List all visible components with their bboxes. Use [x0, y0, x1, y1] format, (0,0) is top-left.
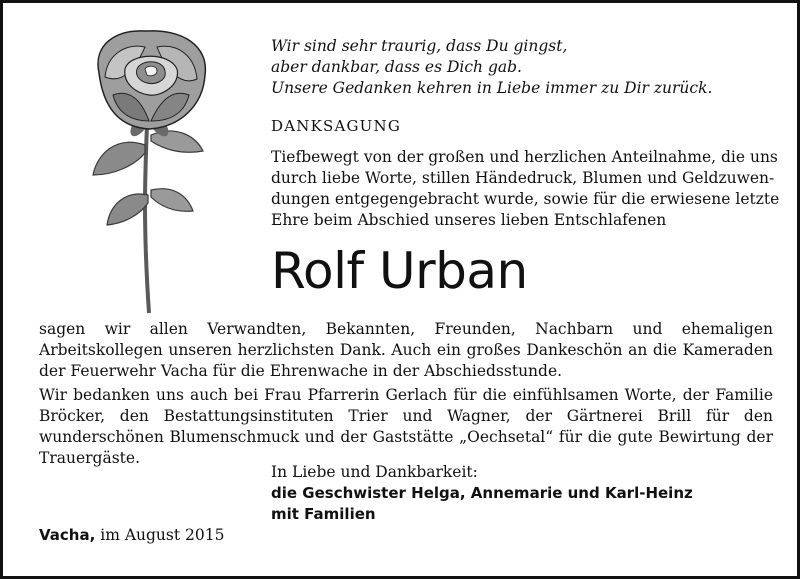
- rose-icon: [85, 25, 230, 315]
- place-date-text: im August 2015: [100, 526, 225, 544]
- thanks-paragraph: sagen wir allen Verwandten, Bekannten, Freunden, Nachbarn und ehemaligen Arbeitskollegen unseren herzlichsten Dank. Auch ein großes Dankeschön an die Kameraden der Feuerwehr Vacha für die Ehrenwache in der Abschiedsstunde.: [39, 320, 773, 380]
- signoff-family-second: mit Familien: [271, 505, 376, 523]
- signoff-intro: In Liebe und Dankbarkeit:: [271, 463, 478, 481]
- poem-line: Wir sind sehr traurig, dass Du gingst,: [271, 37, 568, 55]
- intro-text: [271, 147, 780, 231]
- place-date: [39, 525, 224, 546]
- deceased-name: Rolf Urban: [271, 242, 528, 300]
- signoff-family: die Geschwister Helga, Annemarie und Karl-Heinz: [271, 484, 693, 502]
- intro-line: Tiefbewegt von der großen und herzlichen Anteilnahme, die uns: [271, 148, 778, 166]
- thanks-paragraph-second: Wir bedanken uns auch bei Frau Pfarrerin Gerlach für die einfühlsamen Worte, der Familie Bröcker, den Bestattungsinstituten Trier und Wagner, der Gärtnerei Brill für den wunderschönen Blumenschmuck und der Gaststätte „Oechsetal“ für die gute Bewirtung der Trauergäste.: [39, 386, 773, 467]
- poem-line: Unsere Gedanken kehren in Liebe immer zu Dir zurück.: [271, 79, 713, 97]
- signoff: [271, 462, 771, 525]
- intro-line: durch liebe Worte, stillen Händedruck, Blumen und Geldzuwen-: [271, 169, 775, 187]
- intro-line: Ehre beim Abschied unseres lieben Entschlafenen: [271, 211, 667, 229]
- place-city: Vacha,: [39, 526, 96, 544]
- intro-line: dungen entgegengebracht wurde, sowie für die erwiesene letzte: [271, 190, 780, 208]
- poem-line: aber dankbar, dass es Dich gab.: [271, 58, 522, 76]
- notice-heading: DANKSAGUNG: [271, 117, 402, 135]
- poem: [271, 36, 771, 99]
